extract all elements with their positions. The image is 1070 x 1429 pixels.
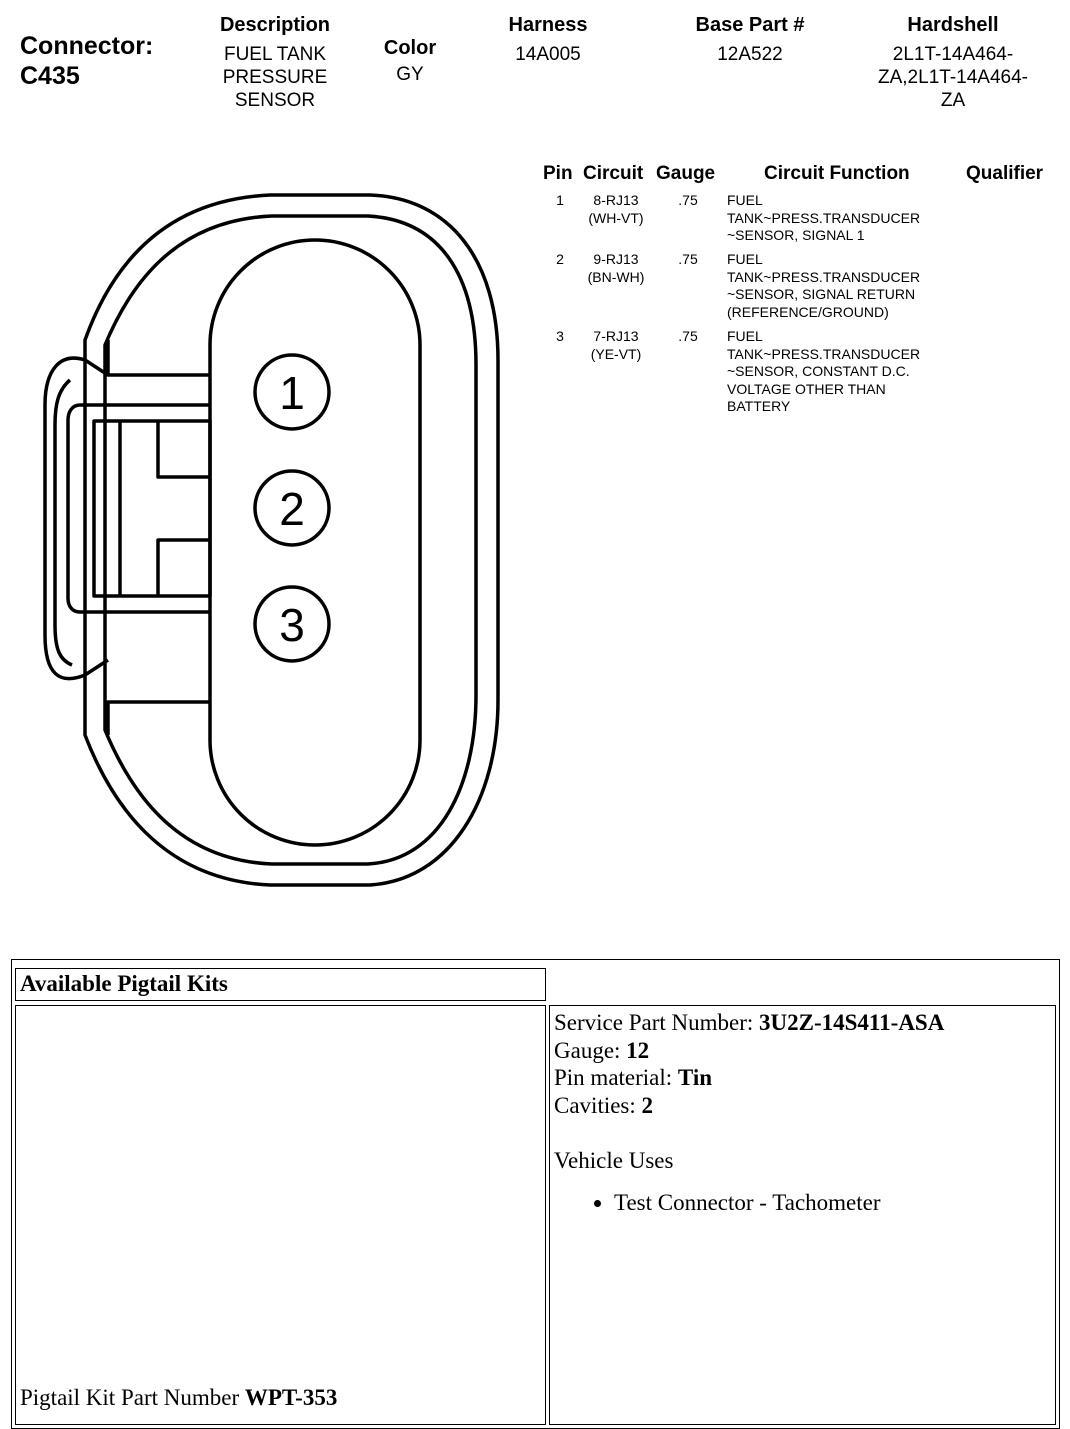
row-circuit xyxy=(580,251,652,286)
circuit-line: 9-RJ13 xyxy=(593,251,639,267)
function-line: FUEL xyxy=(727,251,763,267)
function-line: BATTERY xyxy=(727,398,791,414)
hardshell-value xyxy=(853,43,1053,112)
kit-number-label: Pigtail Kit Part Number xyxy=(20,1385,245,1410)
color-column xyxy=(360,37,460,86)
function-line: TANK~PRESS.TRANSDUCER xyxy=(727,209,921,226)
row-gauge: .75 xyxy=(678,251,698,267)
pin-header: Pin xyxy=(543,163,573,184)
pigtail-title-cell xyxy=(15,968,546,1001)
row-gauge: .75 xyxy=(678,328,698,344)
pigtail-kit-cell xyxy=(15,1005,546,1425)
table-row xyxy=(540,251,1060,326)
harness-value: 14A005 xyxy=(515,44,581,65)
table-row xyxy=(540,328,1060,420)
latch-rib-3 xyxy=(158,540,210,596)
gauge-header: Gauge xyxy=(656,163,716,184)
circuit-line: 7-RJ13 xyxy=(593,328,639,344)
base-part-column xyxy=(670,14,830,66)
qualifier-header: Qualifier xyxy=(966,163,1044,184)
function-line: TANK~PRESS.TRANSDUCER xyxy=(727,268,921,285)
function-line: ~SENSOR, CONSTANT D.C. xyxy=(727,363,910,379)
latch-rib-2 xyxy=(158,421,210,477)
row-function xyxy=(727,328,967,416)
gauge-value: 12 xyxy=(626,1037,650,1063)
circuit-header: Circuit xyxy=(583,163,644,184)
row-circuit xyxy=(580,328,652,363)
function-line: ~SENSOR, SIGNAL 1 xyxy=(727,227,865,243)
function-line: ~SENSOR, SIGNAL RETURN xyxy=(727,286,916,302)
vehicle-uses-list xyxy=(554,1189,944,1217)
row-circuit xyxy=(580,192,652,227)
description-column xyxy=(185,14,365,112)
hardshell-line: ZA xyxy=(940,90,966,111)
hardshell-line: 2L1T-14A464- xyxy=(892,44,1014,65)
description-line: SENSOR xyxy=(234,90,316,111)
cavities-value: 2 xyxy=(641,1092,654,1118)
base-part-value: 12A522 xyxy=(717,44,783,65)
service-part-value: 3U2Z-14S411-ASA xyxy=(759,1010,945,1035)
circuit-line: (YE-VT) xyxy=(590,345,642,362)
service-part-label: Service Part Number: xyxy=(554,1010,760,1035)
description-value xyxy=(185,43,365,112)
color-value: GY xyxy=(396,64,424,85)
gauge-label: Gauge: xyxy=(554,1037,627,1063)
row-gauge: .75 xyxy=(678,192,698,208)
connector-diagram xyxy=(0,180,520,900)
row-pin: 3 xyxy=(556,328,564,344)
row-function xyxy=(727,251,967,321)
cavity-face xyxy=(210,240,420,845)
pigtail-title: Available Pigtail Kits xyxy=(20,971,228,996)
function-header: Circuit Function xyxy=(764,163,910,184)
table-row xyxy=(540,192,1060,252)
cavities-label: Cavities: xyxy=(554,1092,642,1118)
hardshell-label: Hardshell xyxy=(907,14,999,36)
row-pin: 1 xyxy=(556,192,564,208)
pin-material-value: Tin xyxy=(677,1065,713,1090)
row-pin: 2 xyxy=(556,251,564,267)
pin-material-label: Pin material: xyxy=(554,1065,678,1090)
circuit-line: (BN-WH) xyxy=(587,268,645,285)
function-line: VOLTAGE OTHER THAN xyxy=(727,380,886,397)
connector-label: Connector: xyxy=(20,32,154,60)
pigtail-details-cell xyxy=(549,1005,1056,1425)
pin-material-row xyxy=(554,1064,944,1092)
harness-label: Harness xyxy=(508,14,588,36)
connector-id: C435 xyxy=(20,62,80,90)
function-line: (REFERENCE/GROUND) xyxy=(727,303,889,320)
latch-inner xyxy=(94,421,210,596)
hardshell-line: ZA,2L1T-14A464- xyxy=(878,67,1028,88)
service-part-number xyxy=(554,1009,944,1037)
vehicle-uses-label: Vehicle Uses xyxy=(554,1148,674,1173)
base-part-label: Base Part # xyxy=(695,14,805,36)
description-line: FUEL TANK xyxy=(223,44,327,65)
pin-3-label: 3 xyxy=(279,599,305,651)
connector-title xyxy=(20,31,153,91)
harness-column xyxy=(478,14,618,66)
cavities-row xyxy=(554,1092,944,1120)
function-line: FUEL xyxy=(727,192,763,208)
circuit-line: 8-RJ13 xyxy=(593,192,639,208)
hardshell-column xyxy=(853,14,1053,112)
pin-2-label: 2 xyxy=(279,483,305,535)
housing-outer xyxy=(85,195,498,885)
function-line: FUEL xyxy=(727,328,763,344)
description-line: PRESSURE xyxy=(222,67,328,88)
pin-1-label: 1 xyxy=(279,367,305,419)
latch-notch-lower xyxy=(108,702,210,735)
description-label: Description xyxy=(219,14,331,36)
kit-number-value: WPT-353 xyxy=(244,1385,338,1410)
row-function xyxy=(727,192,967,245)
color-label: Color xyxy=(383,37,437,59)
function-line: TANK~PRESS.TRANSDUCER xyxy=(727,345,921,362)
pigtail-kit-number xyxy=(20,1384,337,1412)
circuit-line: (WH-VT) xyxy=(588,209,644,226)
latch-frame xyxy=(68,405,210,612)
list-item: • Test Connector - Tachometer xyxy=(614,1189,944,1217)
pigtail-details xyxy=(554,1009,944,1216)
latch-notch-upper xyxy=(108,340,210,375)
gauge-row xyxy=(554,1037,944,1065)
